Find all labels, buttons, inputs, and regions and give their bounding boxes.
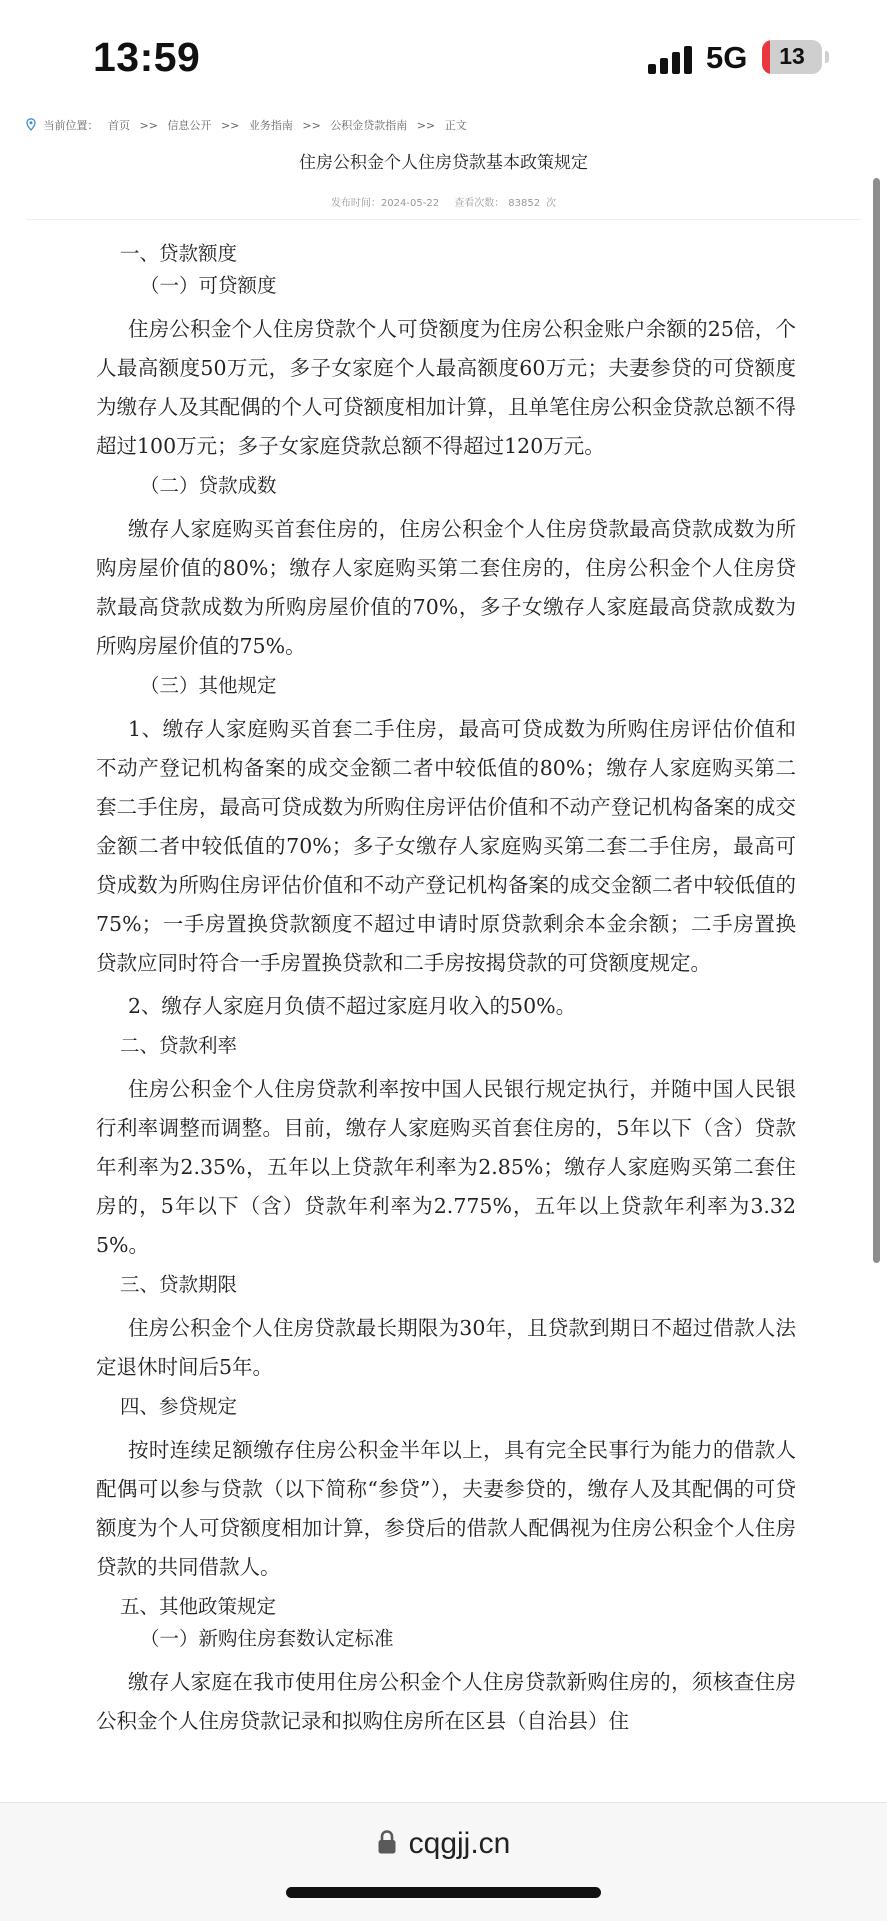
publish-label: 发布时间： — [330, 198, 381, 209]
breadcrumb-separator: >> — [302, 119, 321, 132]
header-divider — [26, 219, 861, 220]
battery-icon — [762, 40, 822, 74]
views-label: 查看次数： — [454, 198, 505, 209]
views-number: 83852 — [508, 198, 541, 209]
url-display[interactable] — [0, 1827, 887, 1861]
battery-percent: 13 — [779, 43, 805, 69]
breadcrumb-business-guide[interactable]: 业务指南 — [248, 119, 293, 132]
breadcrumb-loan-guide[interactable]: 公积金贷款指南 — [330, 119, 408, 132]
view-count — [454, 198, 556, 209]
subsection-heading: （二）贷款成数 — [140, 474, 277, 497]
section-heading: 二、贷款利率 — [120, 1034, 238, 1057]
breadcrumb-separator: >> — [139, 119, 158, 132]
paragraph: 按时连续足额缴存住房公积金半年以上，具有完全民事行为能力的借款人配偶可以参与贷款（以下简称“参贷”），夫妻参贷的，缴存人及其配偶的可贷额度为个人可贷额度相加计算，参贷后的借款人配偶视为住房公积金个人住房贷款的共同借款人。 — [96, 1438, 796, 1579]
breadcrumb-separator: >> — [220, 119, 240, 132]
location-pin-icon — [26, 118, 36, 131]
paragraph: 1、缴存人家庭购买首套二手住房，最高可贷成数为所购住房评估价值和不动产登记机构备案的成交金额二者中较低值的80%；缴存人家庭购买第二套二手住房，最高可贷成数为所购住房评估价值和不动产登记机构备案的成交金额二者中较低值的70%；多子女缴存人家庭购买第二套二手住房，最高可贷成数为所购住房评估价值和不动产登记机构备案的成交金额二者中较低值的75%；一手房置换贷款额度不超过申请时原贷款剩余本金余额；二手房置换贷款应同时符合一手房置换贷款和二手房按揭贷款的可贷额度规定。 — [96, 717, 796, 975]
subsection-heading: （三）其他规定 — [140, 674, 277, 697]
status-bar — [0, 0, 887, 118]
paragraph: 住房公积金个人住房贷款利率按中国人民银行规定执行，并随中国人民银行利率调整而调整。目前，缴存人家庭购买首套住房的，5年以下（含）贷款年利率为2.35%，五年以上贷款年利率为2.85%；缴存人家庭购买第二套住房的，5年以下（含）贷款年利率为2.775%，五年以上贷款年利率为3.325%。 — [96, 1077, 796, 1257]
publish-info — [331, 198, 439, 209]
breadcrumb-info-public[interactable]: 信息公开 — [167, 119, 212, 132]
breadcrumb-location-label: 当前位置： — [43, 119, 99, 132]
paragraph: 2、缴存人家庭月负债不超过家庭月收入的50%。 — [128, 994, 577, 1018]
breadcrumb-current: 正文 — [444, 119, 467, 132]
battery-cap — [825, 51, 829, 63]
paragraph: 住房公积金个人住房贷款最长期限为30年，且贷款到期日不超过借款人法定退休时间后5年。 — [96, 1316, 796, 1379]
home-indicator[interactable] — [286, 1887, 601, 1898]
lock-icon — [377, 1829, 397, 1855]
article-title: 住房公积金个人住房贷款基本政策规定 — [299, 153, 588, 173]
subsection-heading: （一）可贷额度 — [140, 274, 277, 297]
paragraph: 缴存人家庭在我市使用住房公积金个人住房贷款新购住房的，须核查住房公积金个人住房贷款记录和拟购住房所在区县（自治县）住 — [96, 1670, 796, 1733]
breadcrumb — [26, 117, 473, 135]
url-text[interactable]: cqgjj.cn — [408, 1827, 511, 1860]
breadcrumb-home[interactable]: 首页 — [108, 119, 130, 132]
section-heading: 一、贷款额度 — [120, 242, 238, 265]
paragraph: 住房公积金个人住房贷款个人可贷额度为住房公积金账户余额的25倍，个人最高额度50万元，多子女家庭个人最高额度60万元；夫妻参贷的可贷额度为缴存人及其配偶的个人可贷额度相加计算，且单笔住房公积金贷款总额不得超过100万元；多子女家庭贷款总额不得超过120万元。 — [96, 317, 796, 458]
section-heading: 四、参贷规定 — [120, 1395, 238, 1418]
paragraph: 缴存人家庭购买首套住房的，住房公积金个人住房贷款最高贷款成数为所购房屋价值的80%；缴存人家庭购买第二套住房的，住房公积金个人住房贷款最高贷款成数为所购房屋价值的70%，多子女缴存人家庭最高贷款成数为所购房屋价值的75%。 — [96, 517, 796, 658]
article-meta — [0, 194, 887, 209]
section-heading: 三、贷款期限 — [120, 1273, 238, 1296]
subsection-heading: （一）新购住房套数认定标准 — [140, 1627, 394, 1650]
breadcrumb-separator: >> — [416, 119, 436, 132]
article-body — [96, 238, 796, 1741]
publish-date: 2024-05-22 — [380, 198, 440, 209]
network-type: 5G — [706, 40, 748, 75]
views-unit: 次 — [546, 198, 557, 209]
page-scrollbar[interactable] — [873, 178, 880, 1263]
status-time: 13:59 — [93, 34, 201, 80]
cellular-signal-icon — [648, 46, 692, 74]
section-heading: 五、其他政策规定 — [120, 1595, 277, 1618]
browser-address-bar[interactable] — [0, 1802, 887, 1921]
